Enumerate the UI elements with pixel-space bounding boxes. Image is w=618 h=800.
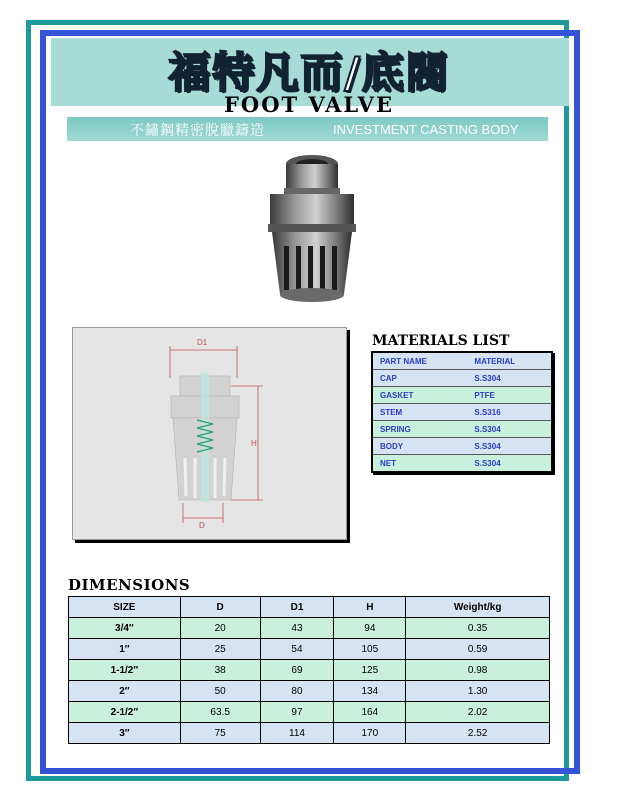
table-row: [372, 404, 552, 421]
d1-cell: 97: [260, 702, 334, 723]
table-row: [372, 438, 552, 455]
part-name: BODY: [372, 438, 467, 455]
table-row: [69, 702, 550, 723]
dimensions-table: [68, 596, 550, 744]
d-cell: 25: [180, 639, 260, 660]
d-cell: 63.5: [180, 702, 260, 723]
dim-header-d: D: [180, 597, 260, 618]
d1-cell: 80: [260, 681, 334, 702]
h-cell: 170: [334, 723, 406, 744]
d1-cell: 54: [260, 639, 334, 660]
label-d1: D1: [197, 338, 208, 347]
weight-cell: 0.98: [406, 660, 550, 681]
title-chinese: 福特凡而/底閥: [168, 48, 450, 97]
h-cell: 134: [334, 681, 406, 702]
weight-cell: 2.52: [406, 723, 550, 744]
weight-cell: 0.35: [406, 618, 550, 639]
d-cell: 20: [180, 618, 260, 639]
material: S.S316: [467, 404, 552, 421]
materials-title: MATERIALS LIST: [372, 333, 510, 349]
part-name: GASKET: [372, 387, 467, 404]
materials-header-material: MATERIAL: [467, 352, 552, 370]
materials-table: [371, 351, 553, 473]
label-h: H: [251, 439, 257, 448]
size-cell: 1-1/2″: [69, 660, 181, 681]
foot-valve-photo: [254, 154, 364, 306]
material: S.S304: [467, 370, 552, 387]
part-name: SPRING: [372, 421, 467, 438]
material: S.S304: [467, 455, 552, 473]
weight-cell: 2.02: [406, 702, 550, 723]
dimensions-title: DIMENSIONS: [68, 576, 191, 594]
subtitle-english: INVESTMENT CASTING BODY: [333, 122, 519, 137]
d-cell: 75: [180, 723, 260, 744]
size-cell: 3″: [69, 723, 181, 744]
table-row: [69, 681, 550, 702]
table-row: [69, 618, 550, 639]
dim-header-h: H: [334, 597, 406, 618]
h-cell: 105: [334, 639, 406, 660]
table-row: [69, 723, 550, 744]
title-english: FOOT VALVE: [224, 92, 394, 117]
h-cell: 125: [334, 660, 406, 681]
material: PTFE: [467, 387, 552, 404]
table-row: [372, 370, 552, 387]
part-name: NET: [372, 455, 467, 473]
material: S.S304: [467, 438, 552, 455]
dim-header-weight: Weight/kg: [406, 597, 550, 618]
d1-cell: 114: [260, 723, 334, 744]
materials-header-part: PART NAME: [372, 352, 467, 370]
size-cell: 1″: [69, 639, 181, 660]
subtitle-chinese: 不鏽鋼精密脫臘鑄造: [130, 123, 265, 139]
size-cell: 3/4″: [69, 618, 181, 639]
table-row: [69, 639, 550, 660]
weight-cell: 1.30: [406, 681, 550, 702]
table-row: [372, 421, 552, 438]
label-d: D: [199, 521, 205, 530]
d1-cell: 43: [260, 618, 334, 639]
part-name: STEM: [372, 404, 467, 421]
d-cell: 38: [180, 660, 260, 681]
table-row: [372, 387, 552, 404]
d1-cell: 69: [260, 660, 334, 681]
dim-header-d1: D1: [260, 597, 334, 618]
h-cell: 94: [334, 618, 406, 639]
material: S.S304: [467, 421, 552, 438]
size-cell: 2″: [69, 681, 181, 702]
cross-section-diagram: [73, 328, 348, 541]
part-name: CAP: [372, 370, 467, 387]
d-cell: 50: [180, 681, 260, 702]
table-row: [69, 660, 550, 681]
table-row: [372, 455, 552, 473]
dimension-drawing: [72, 327, 347, 540]
h-cell: 164: [334, 702, 406, 723]
size-cell: 2-1/2″: [69, 702, 181, 723]
weight-cell: 0.59: [406, 639, 550, 660]
dim-header-size: SIZE: [69, 597, 181, 618]
